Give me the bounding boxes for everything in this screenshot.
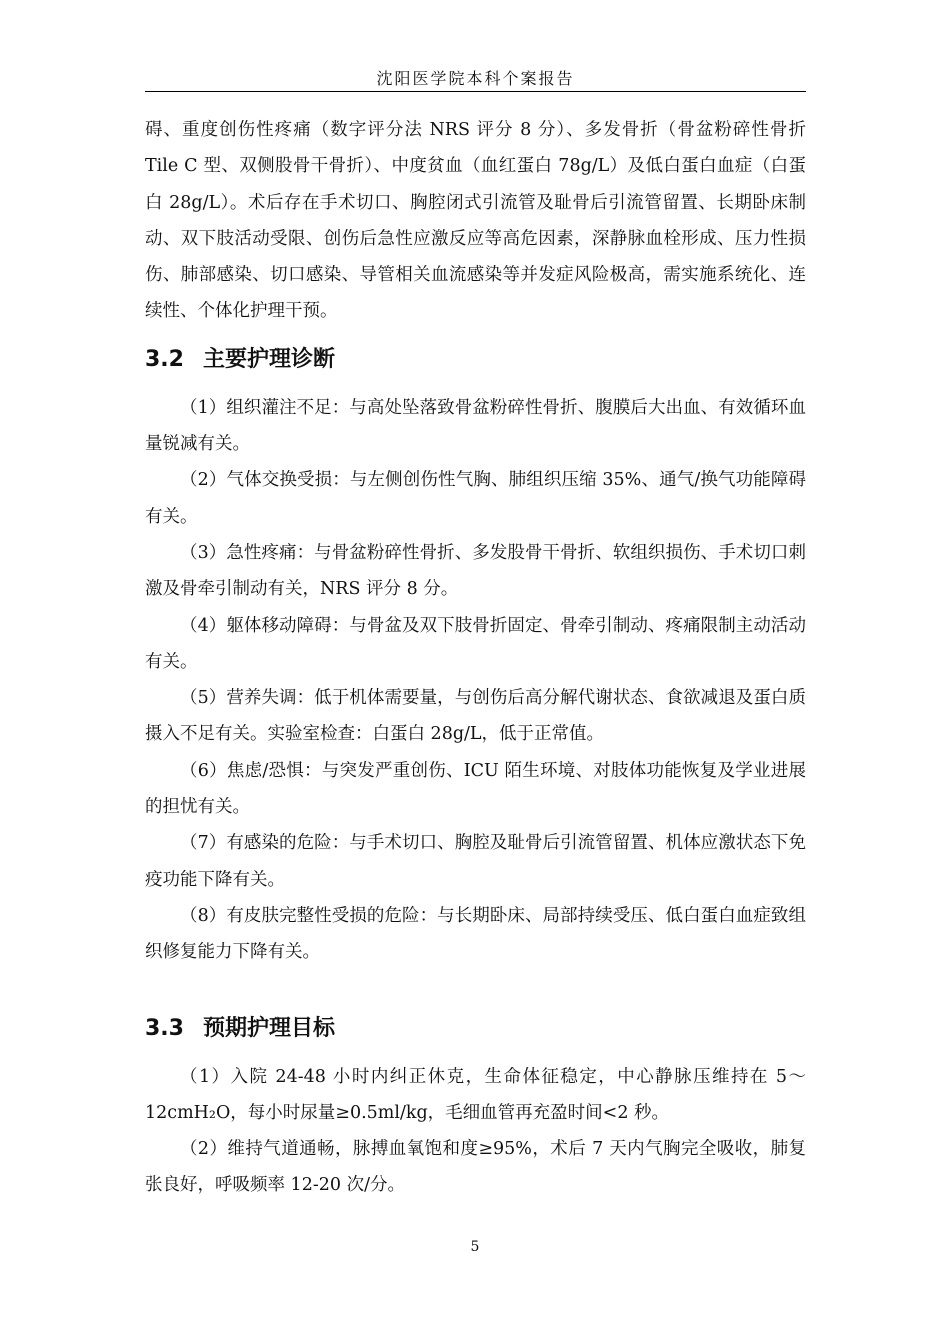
- diagnosis-item: （3）急性疼痛：与骨盆粉碎性骨折、多发股骨干骨折、软组织损伤、手术切口刺激及骨牵引制动有关，NRS 评分 8 分。: [145, 542, 806, 600]
- section-number: 3.3: [145, 1015, 184, 1041]
- page-header-title: 沈阳医学院本科个案报告: [376, 69, 575, 88]
- intro-paragraph: 碍、重度创伤性疼痛（数字评分法 NRS 评分 8 分）、多发骨折（骨盆粉碎性骨折 Tile C 型、双侧股骨干骨折）、中度贫血（血红蛋白 78g/L）及低白蛋白血症（白蛋白 28g/L）。术后存在手术切口、胸腔闭式引流管及耻骨后引流管留置、长期卧床制动、双下肢活动受限、创伤后急性应激反应等高危因素，深静脉血栓形成、压力性损伤、肺部感染、切口感染、导管相关血流感染等并发症风险极高，需实施系统化、连续性、个体化护理干预。: [145, 120, 806, 322]
- diagnosis-item: （5）营养失调：低于机体需要量，与创伤后高分解代谢状态、食欲减退及蛋白质摄入不足有关。实验室检查：白蛋白 28g/L，低于正常值。: [145, 688, 806, 745]
- section-heading-3-2: [145, 330, 806, 390]
- diagnosis-item: （7）有感染的危险：与手术切口、胸腔及耻骨后引流管留置、机体应激状态下免疫功能下降有关。: [145, 833, 806, 890]
- diagnosis-item: （4）躯体移动障碍：与骨盆及双下肢骨折固定、骨牵引制动、疼痛限制主动活动有关。: [145, 615, 806, 672]
- diagnosis-item: （1）组织灌注不足：与高处坠落致骨盆粉碎性骨折、腹膜后大出血、有效循环血量锐减有关。: [145, 397, 806, 455]
- goal-item: （1）入院 24-48 小时内纠正休克，生命体征稳定，中心静脉压维持在 5～12cmH₂O，每小时尿量≥0.5ml/kg，毛细血管再充盈时间<2 秒。: [145, 1066, 806, 1123]
- header-divider: [145, 91, 806, 92]
- section-title: 主要护理诊断: [203, 346, 336, 372]
- goal-item: （2）维持气道通畅，脉搏血氧饱和度≥95%，术后 7 天内气胸完全吸收，肺复张良好，呼吸频率 12-20 次/分。: [145, 1139, 806, 1196]
- page-body: [145, 112, 806, 1204]
- diagnosis-item: （6）焦虑/恐惧：与突发严重创伤、ICU 陌生环境、对肢体功能恢复及学业进展的担忧有关。: [145, 760, 806, 818]
- section-number: 3.2: [145, 346, 184, 372]
- diagnosis-item: （2）气体交换受损：与左侧创伤性气胸、肺组织压缩 35%、通气/换气功能障碍有关。: [145, 470, 806, 527]
- section-spacer: [145, 971, 806, 999]
- page-number: 5: [470, 1239, 480, 1255]
- diagnosis-item: （8）有皮肤完整性受损的危险：与长期卧床、局部持续受压、低白蛋白血症致组织修复能力下降有关。: [145, 905, 806, 963]
- section-title: 预期护理目标: [203, 1015, 336, 1041]
- section-heading-3-3: [145, 999, 806, 1059]
